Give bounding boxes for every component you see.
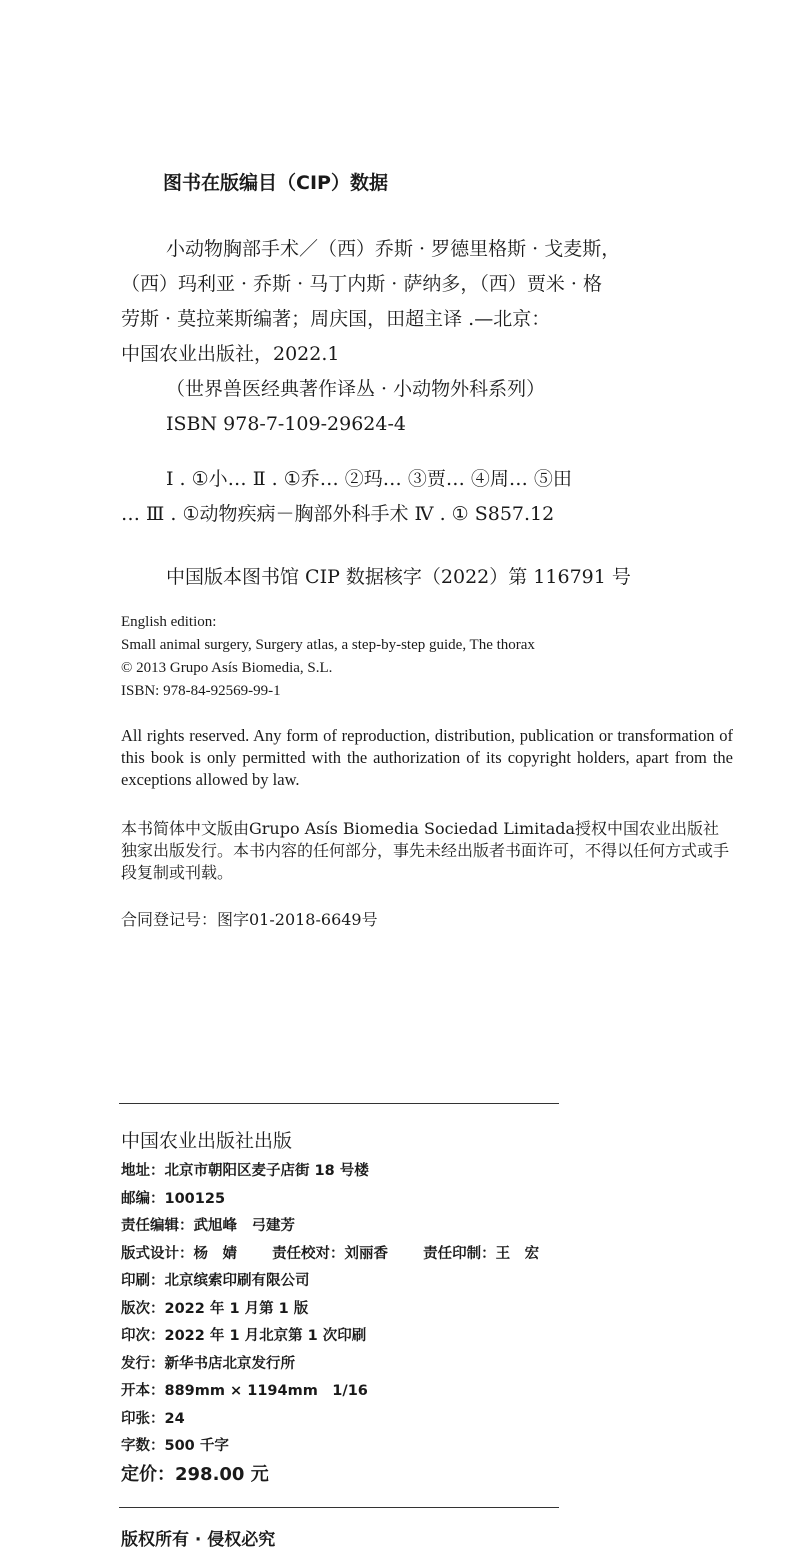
- contract-registration: 合同登记号：图字01-2018-6649号: [121, 910, 378, 929]
- responsible-editors: 责任编辑：武旭峰 弓建芳: [121, 1218, 295, 1234]
- divider: [119, 1103, 559, 1104]
- english-edition: [121, 611, 535, 703]
- cip-title: 图书在版编目（CIP）数据: [163, 172, 388, 194]
- cip-line: 中国农业出版社，2022.1: [121, 343, 340, 365]
- format: 开本：889mm × 1194mm 1/16: [121, 1383, 368, 1399]
- print-supervisor: 责任印制：王 宏: [423, 1245, 540, 1262]
- chinese-license-notice: 本书简体中文版由Grupo Asís Biomedia Sociedad Limitada授权中国农业出版社独家出版发行。本书内容的任何部分，事先未经出版者书面许可，不得以任何方式或手段复制或刊载。: [121, 819, 730, 882]
- word-count: 字数：500 千字: [121, 1438, 229, 1454]
- classification-line: … Ⅲ . ①动物疾病－胸部外科手术 Ⅳ . ① S857.12: [121, 503, 555, 525]
- price: 定价：298.00 元: [121, 1463, 269, 1485]
- printing: 印次：2022 年 1 月北京第 1 次印刷: [121, 1328, 367, 1344]
- address: 地址：北京市朝阳区麦子店街 18 号楼: [121, 1163, 369, 1179]
- staff-row: [121, 1241, 539, 1269]
- edition: 版次：2022 年 1 月第 1 版: [121, 1300, 309, 1317]
- printed-sheets: 印张：24: [121, 1410, 185, 1427]
- imprint-block: [121, 1158, 539, 1488]
- english-edition-line: ISBN: 978-84-92569-99-1: [121, 683, 281, 699]
- publisher-name: 中国农业出版社出版: [121, 1130, 293, 1152]
- cip-line: 劳斯 · 莫拉莱斯编著；周庆国，田超主译 .—北京：: [121, 308, 551, 330]
- cip-line: 小动物胸部手术／（西）乔斯 · 罗德里格斯 · 戈麦斯，: [166, 238, 621, 260]
- cip-record: [121, 232, 701, 442]
- divider: [119, 1507, 559, 1508]
- cip-classification: [121, 462, 701, 532]
- english-edition-line: English edition:: [121, 614, 217, 630]
- distributor: 发行：新华书店北京发行所: [121, 1355, 295, 1372]
- cip-line: ISBN 978-7-109-29624-4: [166, 413, 406, 435]
- english-edition-line: © 2013 Grupo Asís Biomedia, S.L.: [121, 660, 333, 676]
- copyright-notice: 版权所有 · 侵权必究: [121, 1530, 276, 1550]
- postcode: 邮编：100125: [121, 1190, 226, 1207]
- cip-line: （西）玛利亚 · 乔斯 · 马丁内斯 · 萨纳多，（西）贾米 · 格: [121, 273, 602, 295]
- cip-number: 中国版本图书馆 CIP 数据核字（2022）第 116791 号: [166, 566, 631, 588]
- rights-statement: All rights reserved. Any form of reproduction, distribution, publication or transformation of this book is only permitted with the authorization of its copyright holders, apart from the exceptions allowed by law.: [121, 726, 733, 789]
- layout-design: 版式设计：杨 婧: [121, 1245, 237, 1262]
- classification-line: Ⅰ . ①小… Ⅱ . ①乔… ②玛… ③贾… ④周… ⑤田: [166, 468, 572, 490]
- proofreader: 责任校对：刘丽香: [272, 1245, 389, 1262]
- cip-line: （世界兽医经典著作译丛 · 小动物外科系列）: [166, 378, 546, 400]
- english-edition-line: Small animal surgery, Surgery atlas, a step-by-step guide, The thorax: [121, 637, 535, 653]
- printer: 印刷：北京缤索印刷有限公司: [121, 1273, 310, 1289]
